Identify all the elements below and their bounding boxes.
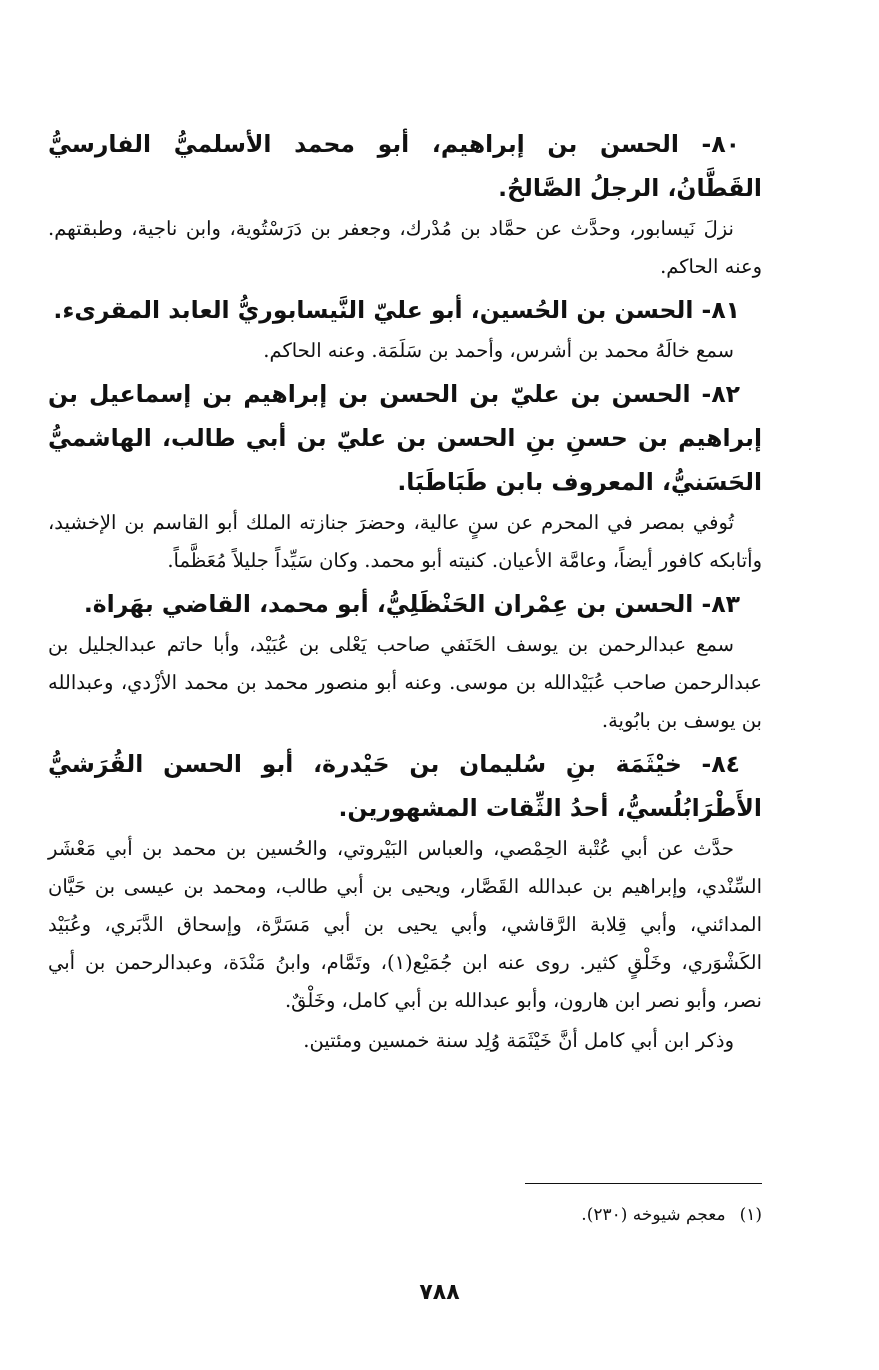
entry-paragraph: سمع خالَهُ محمد بن أشرس، وأحمد بن سَلَمَة. وعنه الحاكم. [263,339,734,362]
entry-82 [48,372,762,580]
footnote [162,1200,762,1230]
entry-paragraph: تُوفي بمصر في المحرم عن سنٍ عالية، وحضرَ جنازته الملك أبو القاسم بن الإخشيد، وأتابكه كافور أيضاً، وعامَّة الأعيان. كنيته أبو محمد. وكان سَيِّداً جليلاً مُعَظَّماً. [48,511,762,572]
footnote-marker: (١) [739,1205,762,1225]
entry-paragraph: سمع عبدالرحمن بن يوسف الحَنَفي صاحب يَعْلى بن عُبَيْد، وأبا حاتم عبدالجليل بن عبدالرحمن صاحب عُبَيْدالله بن موسى. وعنه أبو منصور محمد بن محمد الأزْدي، وعبدالله بن يوسف بن بابُوية. [48,633,762,732]
entry-81 [48,288,762,370]
footnote-divider [525,1183,762,1184]
page-body [48,122,762,1062]
entry-83 [48,582,762,740]
entry-paragraph: حدَّث عن أبي عُتْبة الحِمْصي، والعباس البَيْروتي، والحُسين بن محمد بن أبي مَعْشَر السِّنْدي، وإبراهيم بن عبدالله القَصَّار، ويحيى بن أبي طالب، ومحمد بن عيسى بن حَيَّان المدائني، وأبي قِلابة الرَّقاشي، وأبي يحيى بن أبي مَسَرَّة، وإسحاق الدَّبَري، وعُبَيْد الكَشْوَري، وخَلْقٍ كثير. روى عنه ابن جُمَيْع(١)، وتَمَّام، وابنُ مَنْدَة، وعبدالرحمن بن أبي نصر، وأبو نصر ابن هارون، وأبو عبدالله بن أبي كامل، وخَلْقٌ. [48,837,762,1012]
entry-paragraph: وذكر ابن أبي كامل أنَّ خَيْثَمَة وُلِد سنة خمسين ومئتين. [303,1029,734,1052]
entry-title: ٨٣- الحسن بن عِمْران الحَنْظَلِيُّ، أبو محمد، القاضي بهَراة. [83,590,740,618]
entry-80 [48,122,762,286]
entry-title: ٨١- الحسن بن الحُسين، أبو عليّ النَّيسابوريُّ العابد المقرىء. [53,296,740,324]
entry-title: ٨٢- الحسن بن عليّ بن الحسن بن إبراهيم بن إسماعيل بن إبراهيم بن حسنِ بنِ الحسن بن عليّ بن أبي طالب، الهاشميُّ الحَسَنيُّ، المعروف بابن طَبَاطَبَا. [48,380,762,496]
entry-title: ٨٠- الحسن بن إبراهيم، أبو محمد الأسلميُّ الفارسيُّ القَطَّانُ، الرجلُ الصَّالحُ. [48,130,762,202]
entry-paragraph: نزلَ نَيسابور، وحدَّث عن حمَّاد بن مُدْرك، وجعفر بن دَرَسْتُوية، وابن ناجية، وطبقتهم. وعنه الحاكم. [48,217,762,278]
entry-84 [48,742,762,1060]
page-number: ٧٨٨ [419,1280,460,1305]
entry-title: ٨٤- خيْثَمَة بنِ سُليمان بن حَيْدرة، أبو الحسن القُرَشيُّ الأَطْرَابُلُسيُّ، أحدُ الثِّقات المشهورين. [48,750,762,822]
footnote-text: معجم شيوخه (٢٣٠). [581,1205,726,1225]
